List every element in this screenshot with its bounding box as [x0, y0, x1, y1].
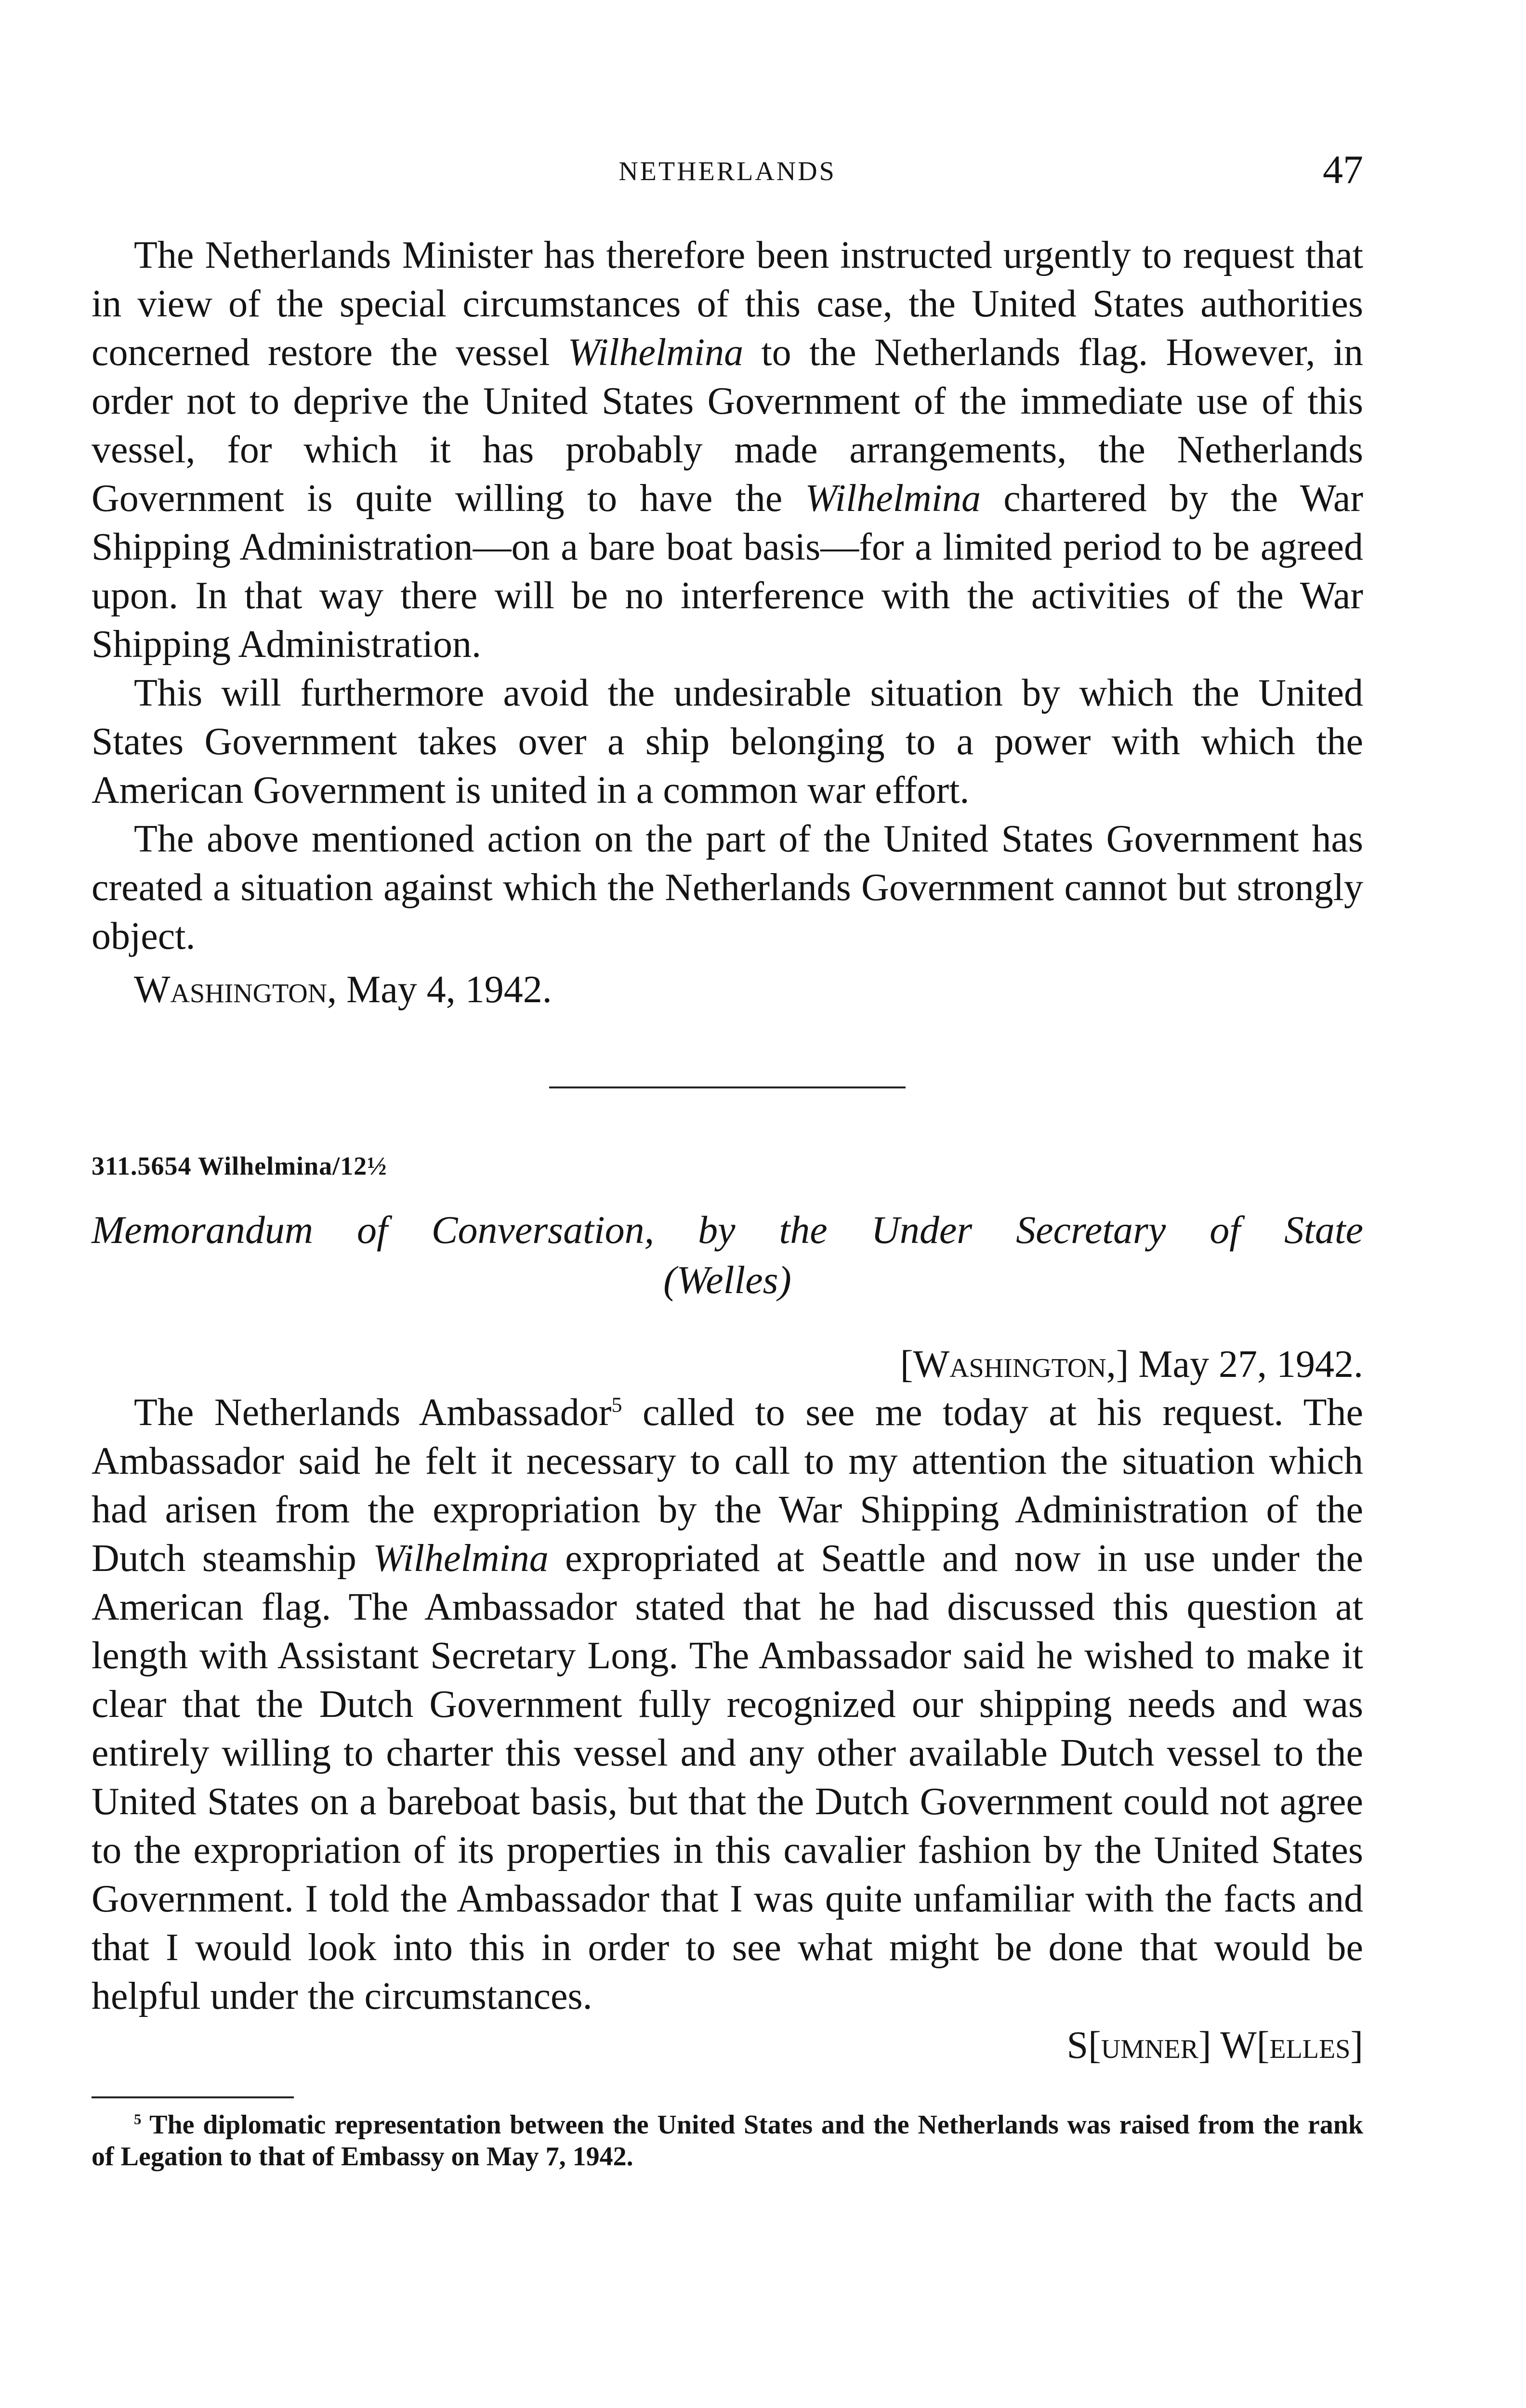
page-number: 47: [1323, 147, 1363, 192]
signature-part: elles: [1269, 2024, 1351, 2067]
memo-body-part-b: called to see me today at his request. The Ambassador said he felt it necessary to call to my attention the situation which had arisen from the expropriation by the War Shipping Administration of the Dutch steamship: [92, 1391, 1364, 1580]
signature-part: S[: [1066, 2024, 1101, 2067]
footnote-divider: [92, 2096, 294, 2098]
vessel-name: Wilhelmina: [567, 331, 744, 374]
dateline-date: , May 4, 1942.: [327, 968, 552, 1011]
dateline-washington-may-4: [92, 966, 1363, 1014]
signature-part: ] W[: [1198, 2024, 1270, 2067]
paragraph-1-part-c: chartered by the War Shipping Administration—on a bare boat basis—for a limited period to be agreed upon. In that way there will be no interference with the activities of the War Shipping Administration.: [92, 477, 1364, 666]
paragraph-1-part-a: The Netherlands Minister has therefore been instructed urgently to request that in view of the special circumstances of this case, the United States authorities concerned restore the vessel: [92, 234, 1363, 374]
memo-body-part-a: The Netherlands Ambassador: [134, 1391, 612, 1434]
dateline-bracket: [: [900, 1343, 913, 1386]
paragraph-1-part-b: to the Netherlands flag. However, in order not to deprive the United States Government of the immediate use of this vessel, for which it has probably made arrangements, the Netherlands Government is quite willing to have the: [92, 331, 1363, 520]
file-reference: 311.5654 Wilhelmina/12½: [92, 1152, 387, 1180]
memo-body-part-c: expropriated at Seattle and now in use under the American flag. The Ambassador stated that he had discussed this question at length with Assistant Secretary Long. The Ambassador said he wished to make it clear that the Dutch Government fully recognized our shipping needs and was entirely willing to charter this vessel and any other available Dutch vessel to the United States on a bareboat basis, but that the Dutch Government could not agree to the expropriation of its properties in this cavalier fashion by the United States Government. I told the Ambassador that I was quite unfamiliar with the facts and that I would look into this in order to see what might be done that would be helpful under the circumstances.: [92, 1537, 1364, 2017]
paragraph-2: This will furthermore avoid the undesirable situation by which the United States Government takes over a ship belonging to a power with which the American Government is united in a common war effort.: [92, 672, 1363, 811]
memo-title: [92, 1205, 1363, 1305]
footnote-mark: 5: [134, 2111, 142, 2128]
paragraph-3: The above mentioned action on the part of the United States Government has created a situation against which the Netherlands Government cannot but strongly object.: [92, 818, 1363, 957]
footnote-reference[interactable]: 5: [611, 1393, 622, 1417]
section-divider: [549, 1086, 906, 1088]
footnote-text: The diplomatic representation between the United States and the Netherlands was raised from the rank of Legation to that of Embassy on May 7, 1942.: [92, 2110, 1363, 2172]
memo-title-line-1: Memorandum of Conversation, by the Under Secretary of State: [92, 1208, 1363, 1252]
signature-part: ]: [1350, 2024, 1363, 2067]
body-text: [92, 231, 1363, 2172]
footnote: [92, 2109, 1363, 2172]
vessel-name: Wilhelmina: [373, 1537, 549, 1580]
paragraph-1: [92, 231, 1363, 669]
signature: [92, 2024, 1363, 2068]
signature-part: umner: [1101, 2024, 1199, 2067]
memo-dateline: [92, 1343, 1363, 1387]
running-head: NETHERLANDS: [618, 157, 836, 186]
dateline-place: Washington: [134, 968, 328, 1011]
memo-title-line-2: (Welles): [663, 1258, 791, 1302]
dateline-date: ,] May 27, 1942.: [1106, 1343, 1363, 1386]
vessel-name: Wilhelmina: [805, 477, 981, 520]
dateline-place: Washington: [913, 1343, 1106, 1386]
page-header: [92, 147, 1363, 196]
memo-body: [92, 1388, 1363, 2021]
